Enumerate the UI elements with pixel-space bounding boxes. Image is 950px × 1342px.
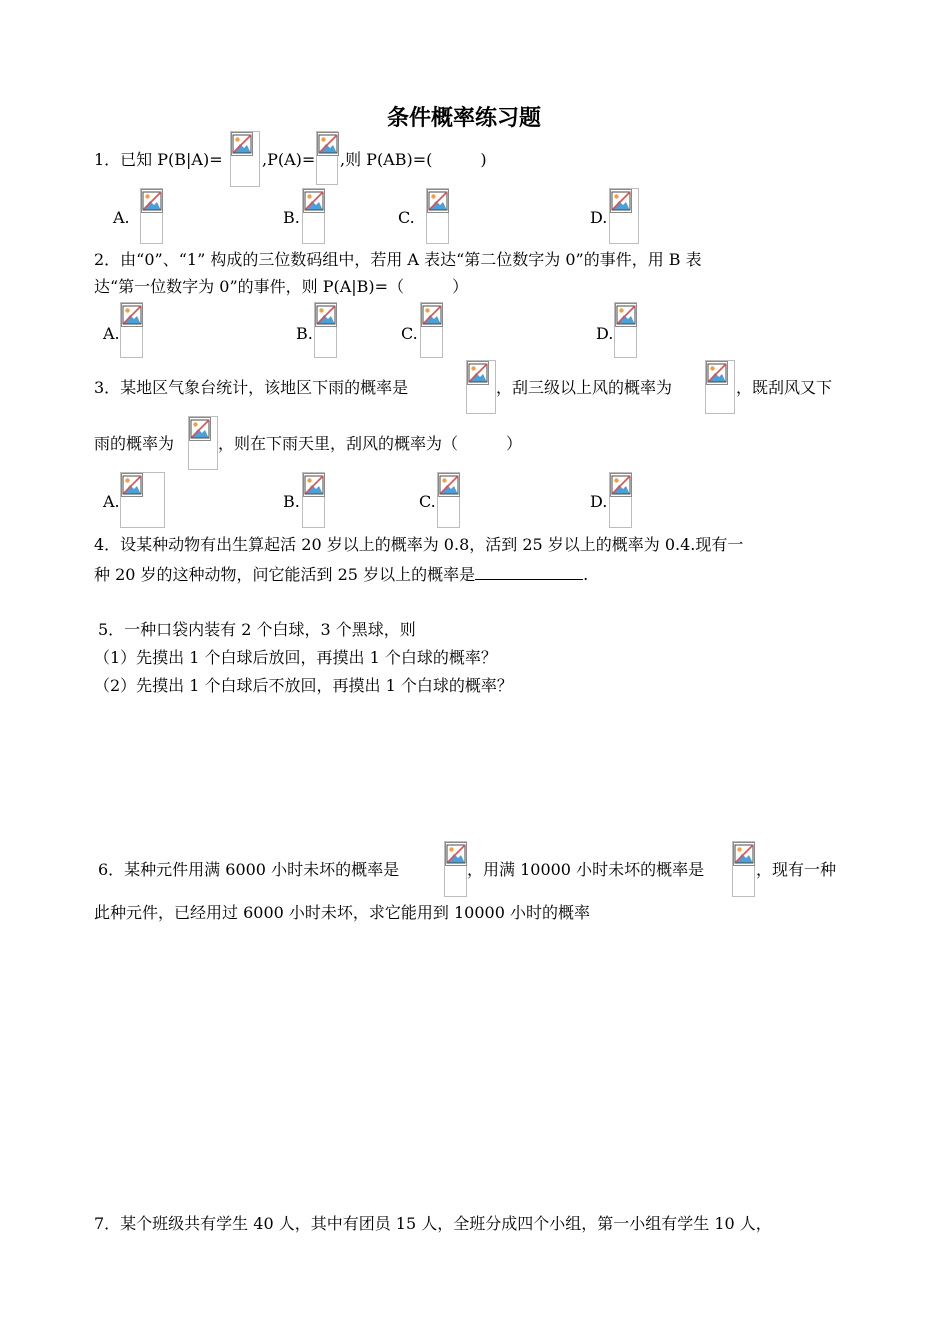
formula-image-icon — [609, 188, 639, 244]
q2-option-b: B. — [296, 324, 313, 343]
page-title: 条件概率练习题 — [387, 105, 542, 131]
formula-image-icon — [705, 360, 735, 414]
q5-line2: （1）先摸出 1 个白球后放回，再摸出 1 个白球的概率？ — [94, 648, 497, 667]
formula-image-icon — [314, 302, 337, 358]
formula-image-icon — [437, 472, 460, 528]
formula-image-icon — [120, 302, 143, 358]
q1-option-c: C. — [398, 208, 415, 227]
q6-text-part1: 6．某种元件用满 6000 小时未坏的概率是 — [98, 860, 400, 879]
formula-image-icon — [426, 188, 449, 244]
formula-image-icon — [316, 131, 338, 185]
formula-image-icon — [732, 841, 755, 897]
formula-image-icon — [140, 188, 163, 244]
q2-option-a: A. — [103, 324, 120, 343]
q3-option-b: B. — [283, 492, 300, 511]
formula-image-icon — [609, 472, 632, 528]
q2-option-c: C. — [401, 324, 418, 343]
formula-image-icon — [302, 188, 325, 244]
q1-option-a: A. — [113, 208, 130, 227]
q4-line1: 4．设某种动物有出生算起活 20 岁以上的概率为 0.8，活到 25 岁以上的概率为 0.4.现有一 — [94, 535, 744, 554]
answer-blank — [475, 563, 583, 580]
q3-option-a: A. — [103, 492, 120, 511]
q6-line2: 此种元件，已经用过 6000 小时未坏，求它能用到 10000 小时的概率 — [94, 903, 590, 922]
q4-line2 — [94, 563, 588, 585]
formula-image-icon — [188, 416, 218, 470]
q7-line1: 7．某个班级共有学生 40 人，其中有团员 15 人，全班分成四个小组，第一小组有学生 10 人， — [94, 1214, 772, 1233]
q3-text-part1: 3．某地区气象台统计，该地区下雨的概率是 — [94, 378, 409, 397]
q3-option-d: D. — [590, 492, 608, 511]
formula-image-icon — [466, 360, 496, 414]
q6-text-part2: ，用满 10000 小时未坏的概率是 — [467, 860, 705, 879]
q2-option-d: D. — [596, 324, 614, 343]
q1-option-d: D. — [590, 208, 608, 227]
q4-line2-end: . — [583, 565, 589, 584]
formula-image-icon — [302, 472, 325, 528]
q1-option-b: B. — [283, 208, 300, 227]
q3-text-part4: 雨的概率为 — [94, 434, 175, 453]
formula-image-icon — [614, 302, 637, 358]
q3-text-part3: ，既刮风又下 — [736, 378, 833, 397]
q1-text-part2: ,P(A)= — [262, 150, 316, 169]
q3-text-part2: ，刮三级以上风的概率为 — [496, 378, 673, 397]
formula-image-icon — [120, 472, 165, 528]
formula-image-icon — [444, 841, 467, 897]
q3-text-part5: ，则在下雨天里，刮风的概率为（ ） — [218, 434, 523, 453]
q4-line2-text: 种 20 岁的这种动物，问它能活到 25 岁以上的概率是 — [94, 565, 476, 584]
formula-image-icon — [420, 302, 443, 358]
q2-line1: 2．由“0”、“1” 构成的三位数码组中，若用 A 表达“第二位数字为 0”的事件，用 B 表 — [94, 250, 702, 269]
q1-text-part3: ,则 P(AB)=( ) — [340, 150, 487, 169]
q1-text-part1: 1．已知 P(B|A)= — [94, 150, 223, 169]
q3-option-c: C. — [419, 492, 436, 511]
q6-text-part3: ，现有一种 — [756, 860, 837, 879]
q5-line3: （2）先摸出 1 个白球后不放回，再摸出 1 个白球的概率？ — [94, 676, 513, 695]
q5-line1: 5．一种口袋内装有 2 个白球，3 个黑球，则 — [98, 620, 416, 639]
formula-image-icon — [230, 131, 260, 187]
q2-line2: 达“第一位数字为 0”的事件，则 P(A|B)=（ ） — [94, 277, 469, 296]
